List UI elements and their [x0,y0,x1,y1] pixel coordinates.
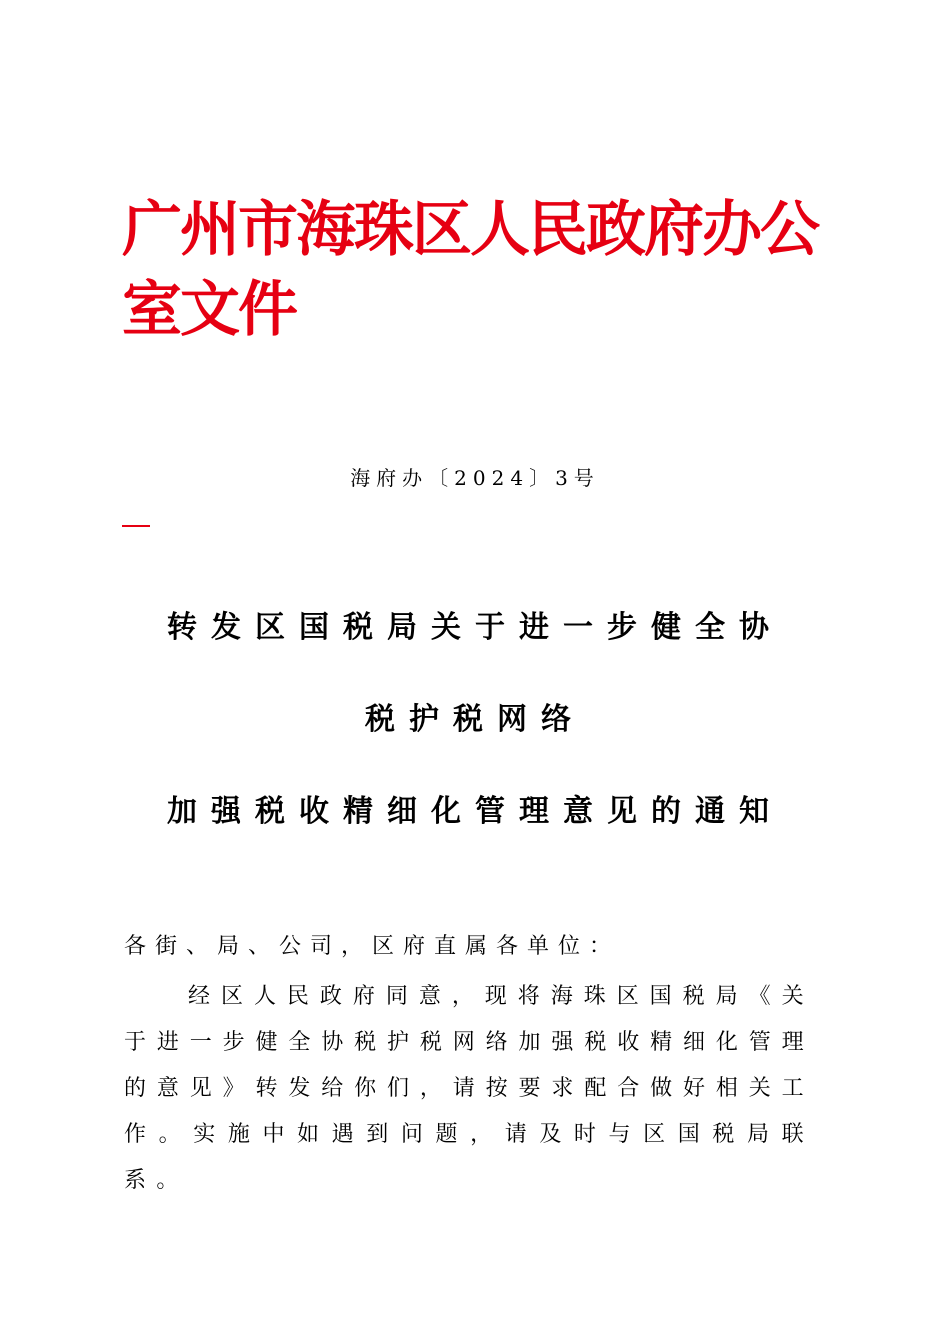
document-title-line-3: 加强税收精细化管理意见的通知 [167,794,783,829]
document-title-line-2: 税护税网络 [365,702,585,737]
body-paragraph: 经区人民政府同意，现将海珠区国税局《关于进一步健全协税护税网络加强税收精细化管理的意见》转发给你们，请按要求配合做好相关工作。实施中如遇到问题，请及时与区国税局联系。 [124,984,814,1193]
red-separator-line [122,525,150,527]
salutation: 各街、局、公司，区府直属各单位： [124,934,621,959]
document-number: 海府办〔2024〕3号 [350,466,600,490]
issuer-title: 广州市海珠区人民政府办公室文件 [122,195,818,345]
document-title-line-1: 转发区国税局关于进一步健全协 [167,610,783,645]
